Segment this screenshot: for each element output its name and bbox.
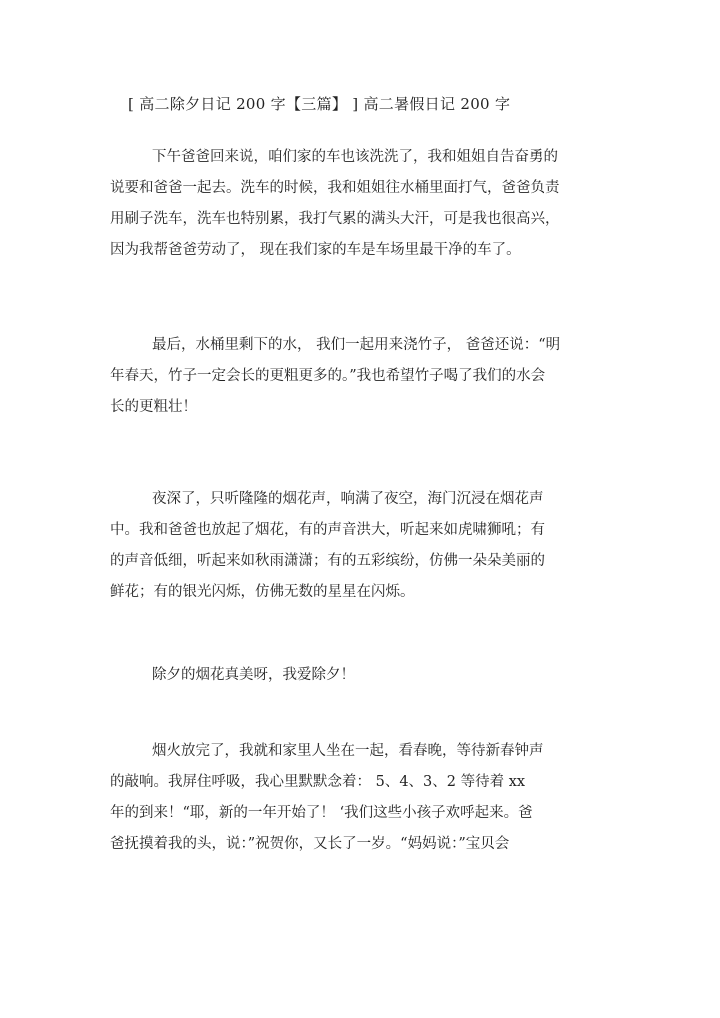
paragraph-line: 用刷子洗车，洗车也特别累，我打气累的满头大汗，可是我也很高兴， — [110, 211, 560, 227]
paragraph-line: 年的到来！“耶，新的一年开始了！ ‘我们这些小孩子欢呼起来。爸 — [110, 805, 533, 821]
paragraph-line: 的敲响。我屏住呼吸，我心里默默念着： 5、4、3、2 等待着 xx — [110, 774, 526, 790]
paragraph-car-wash — [110, 142, 610, 266]
paragraph-line: 鲜花；有的银光闪烁，仿佛无数的星星在闪烁。 — [110, 584, 415, 600]
paragraph-bamboo — [110, 330, 610, 423]
paragraph-line: 年春天，竹子一定会长的更粗更多的。”我也希望竹子喝了我们的水会 — [110, 368, 546, 384]
paragraph-love-new-year-eve — [110, 660, 610, 691]
paragraph-line: 的声音低细，听起来如秋雨潇潇；有的五彩缤纷，仿佛一朵朵美丽的 — [110, 553, 545, 569]
paragraph-line: 长的更粗壮！ — [110, 399, 197, 415]
paragraph-line: 最后，水桶里剩下的水， 我们一起用来浇竹子， 爸爸还说：“明 — [152, 337, 561, 353]
paragraph-line: 除夕的烟花真美呀，我爱除夕！ — [152, 667, 355, 683]
paragraph-line: 因为我帮爸爸劳动了， 现在我们家的车是车场里最干净的车了。 — [110, 242, 521, 258]
paragraph-line: 烟火放完了，我就和家里人坐在一起，看春晚，等待新春钟声 — [152, 743, 544, 759]
paragraph-line: 中。我和爸爸也放起了烟花，有的声音洪大，听起来如虎啸狮吼；有 — [110, 522, 545, 538]
document-title: [ 高二除夕日记 200 字【三篇】 ] 高二暑假日记 200 字 — [128, 95, 511, 113]
paragraph-fireworks — [110, 484, 610, 608]
paragraph-line: 夜深了，只听隆隆的烟花声，响满了夜空，海门沉浸在烟花声 — [152, 491, 544, 507]
paragraph-line: 说要和爸爸一起去。洗车的时候，我和姐姐往水桶里面打气，爸爸负责 — [110, 180, 560, 196]
paragraph-line: 爸抚摸着我的头，说：”祝贺你，又长了一岁。“妈妈说：”宝贝会 — [110, 836, 510, 852]
paragraph-countdown — [110, 736, 610, 860]
paragraph-line: 下午爸爸回来说，咱们家的车也该洗洗了，我和姐姐自告奋勇的 — [152, 149, 558, 165]
